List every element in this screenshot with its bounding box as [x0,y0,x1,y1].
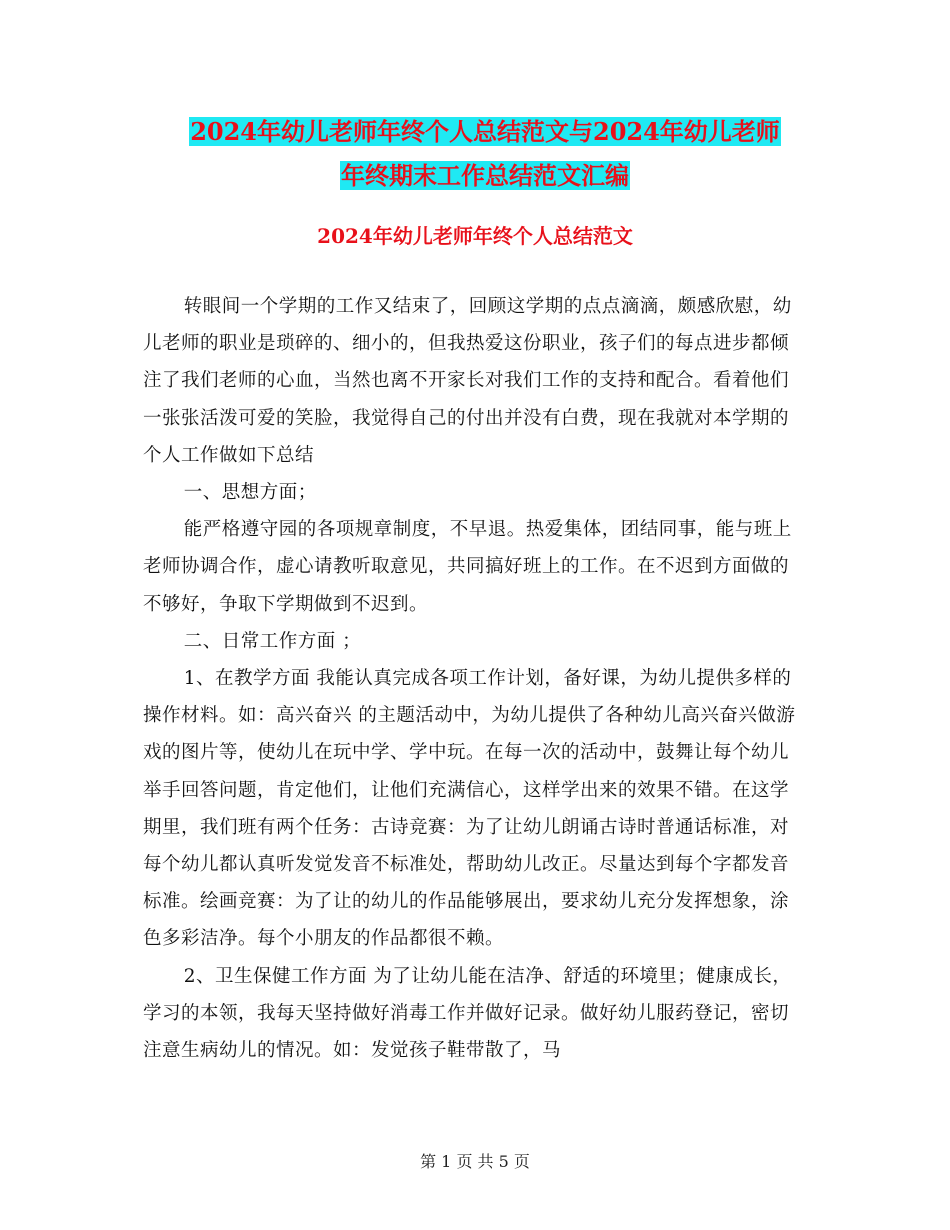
heading-daily-work: 二、日常工作方面 ； [183,630,362,652]
heading-thought: 一、思想方面； [183,482,317,504]
document-title-line-1: 2024年幼儿老师年终个人总结范文与2024年幼儿老师 [190,117,780,146]
document-title [140,110,830,198]
document-body [143,288,803,1069]
paragraph-thought: 能严格遵守园的各项规章制度，不早退。热爱集体，团结同事，能与班上老师协调合作，虚心请教听取意见，共同搞好班上的工作。在不迟到方面做的不够好，争取下学期做到不迟到。 [143,519,792,615]
paragraph-hygiene: 2、卫生保健工作方面 为了让幼儿能在洁净、舒适的环境里；健康成长，学习的本领，我每天坚持做好消毒工作并做好记录。做好幼儿服药登记，密切注意生病幼儿的情况。如：发觉孩子鞋带散了，马 [143,965,792,1062]
page-footer: 第 1 页 共 5 页 [420,1152,530,1171]
section-title: 2024年幼儿老师年终个人总结范文 [317,224,633,248]
paragraph-intro: 转眼间一个学期的工作又结束了，回顾这学期的点点滴滴，颇感欣慰，幼儿老师的职业是琐碎的、细小的，但我热爱这份职业，孩子们的每点进步都倾注了我们老师的心血，当然也离不开家长对我们工作的支持和配合。看着他们一张张活泼可爱的笑脸，我觉得自己的付出并没有白费，现在我就对本学期的个人工作做如下总结 [143,296,792,466]
paragraph-teaching: 1、在教学方面 我能认真完成各项工作计划，备好课，为幼儿提供多样的操作材料。如：高兴奋兴 的主题活动中，为幼儿提供了各种幼儿高兴奋兴做游戏的图片等，使幼儿在玩中学、学中玩。在每一次的活动中，鼓舞让每个幼儿举手回答问题，肯定他们，让他们充满信心，这样学出来的效果不错。在这学期里，我们班有两个任务：古诗竞赛：为了让幼儿朗诵古诗时普通话标准，对每个幼儿都认真听发觉发音不标准处，帮助幼儿改正。尽量达到每个字都发音标准。绘画竞赛：为了让的幼儿的作品能够展出，要求幼儿充分发挥想象，涂色多彩洁净。每个小朋友的作品都很不赖。 [143,668,796,950]
document-title-line-2: 年终期末工作总结范文汇编 [341,161,629,190]
